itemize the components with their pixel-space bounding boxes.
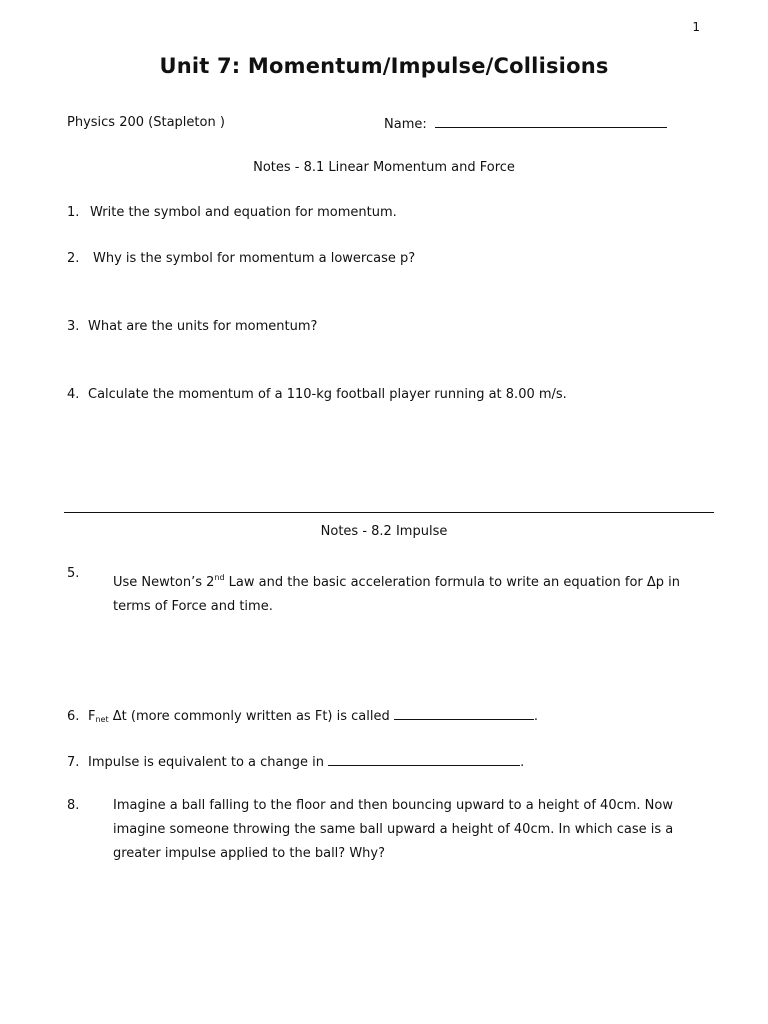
question-text: Impulse is equivalent to a change in <box>88 755 329 770</box>
question-2 <box>67 252 415 265</box>
answer-blank <box>328 754 520 766</box>
question-text: Δt (more commonly written as Ft) is called <box>108 709 394 724</box>
question-6: 6. $F_{net}$ Δt (more commonly written as Ft) is called . <box>67 709 538 724</box>
question-text: What are the units for momentum? <box>88 319 318 334</box>
question-5 <box>67 566 687 618</box>
question-number: 6. <box>67 709 80 724</box>
section-heading-linear-momentum: Notes - 8.1 Linear Momentum and Force <box>253 160 515 175</box>
page-title: Unit 7: Momentum/Impulse/Collisions <box>159 54 609 78</box>
question-number: 3. <box>67 319 80 334</box>
question-number: 8. <box>67 798 80 813</box>
name-blank-line <box>435 115 667 128</box>
question-number: 1. <box>67 205 80 220</box>
question-number: 7. <box>67 755 80 770</box>
name-label: Name: <box>384 117 427 132</box>
answer-blank <box>394 708 534 720</box>
course-label: Physics 200 (Stapleton ) <box>67 115 225 130</box>
name-field <box>384 115 667 132</box>
page-number: 1 <box>692 20 700 34</box>
question-text: Why is the symbol for momentum a lowercase p? <box>93 251 416 266</box>
question-4 <box>67 388 567 401</box>
question-number: 2. <box>67 251 80 266</box>
question-3 <box>67 320 317 333</box>
question-text: Calculate the momentum of a 110-kg football player running at 8.00 m/s. <box>88 387 567 402</box>
question-text: Use Newton’s 2nd Law and the basic acceleration formula to write an equation for Δp in terms of Force and time. <box>113 573 681 614</box>
question-text: Write the symbol and equation for momentum. <box>90 205 397 220</box>
section-divider <box>64 512 714 513</box>
question-text: Imagine a ball falling to the floor and then bouncing upward to a height of 40cm. Now imagine someone throwing the same ball upward a height of 40cm. In which case is a greater impulse applied to the ball? Why? <box>113 798 674 861</box>
question-number: 5. <box>67 566 80 581</box>
question-number: 4. <box>67 387 80 402</box>
question-7: 7. Impulse is equivalent to a change in . <box>67 755 525 770</box>
question-8 <box>67 794 687 874</box>
question-1 <box>67 206 397 219</box>
section-heading-impulse: Notes - 8.2 Impulse <box>320 524 448 539</box>
